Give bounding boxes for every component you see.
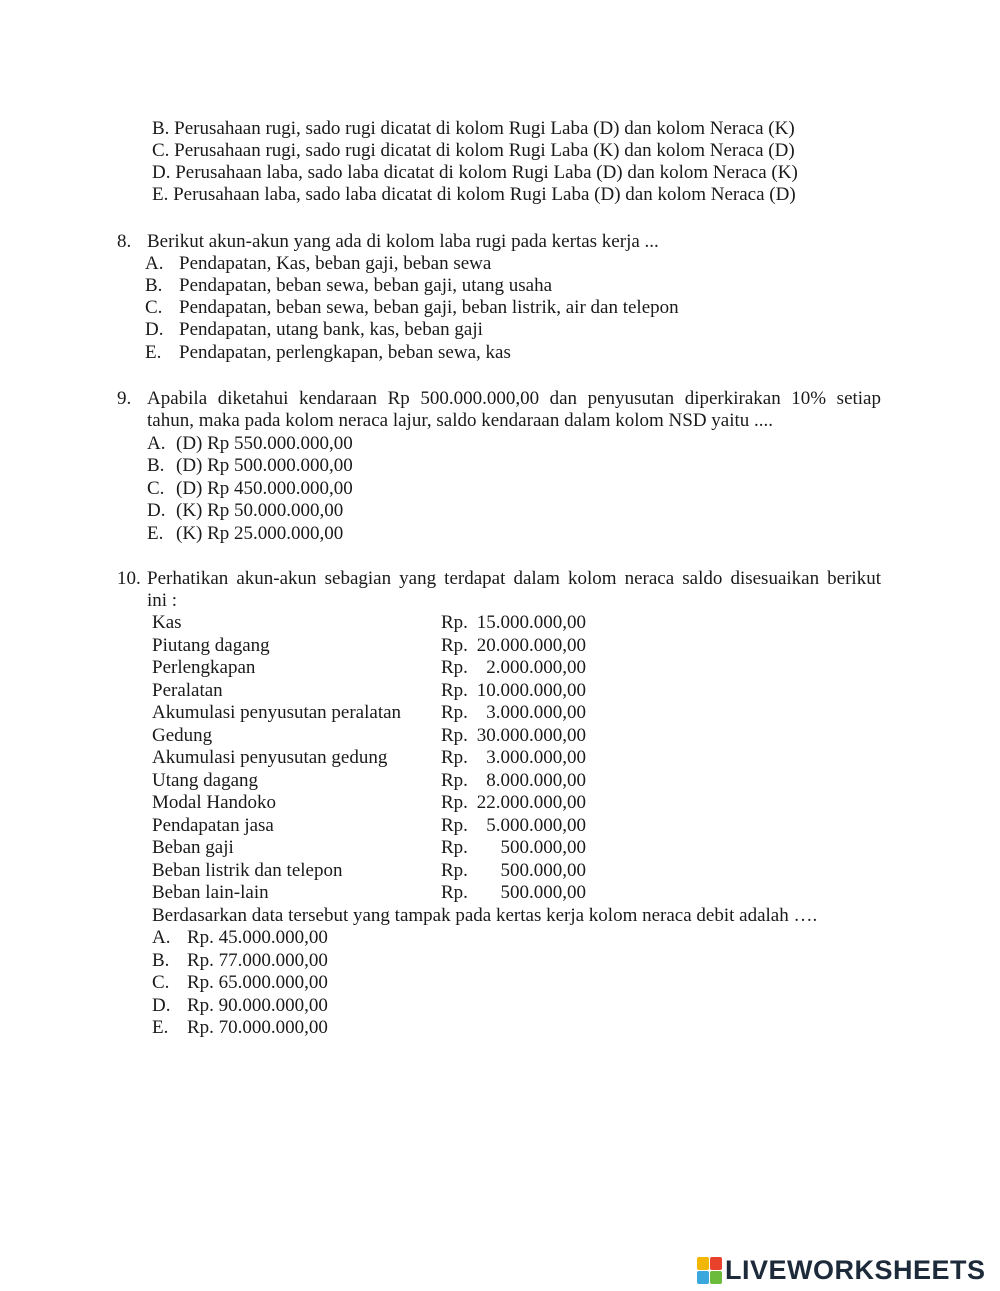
q10-option-a-text: Rp. 45.000.000,00 xyxy=(187,927,328,948)
q8-option-c-text: Pendapatan, beban sewa, beban gaji, beban listrik, air dan telepon xyxy=(179,297,679,318)
q10-option-c-text: Rp. 65.000.000,00 xyxy=(187,972,328,993)
q8-option-d-letter: D. xyxy=(145,319,164,340)
account-amount: 3.000.000,00 xyxy=(486,747,586,768)
account-name: Gedung xyxy=(152,725,213,746)
account-currency: Rp. xyxy=(441,680,468,701)
q9-option-c-letter: C. xyxy=(147,478,165,499)
account-amount: 20.000.000,00 xyxy=(476,635,586,656)
account-amount: 5.000.000,00 xyxy=(486,815,586,836)
q10-option-e-text: Rp. 70.000.000,00 xyxy=(187,1017,328,1038)
account-name: Akumulasi penyusutan gedung xyxy=(152,747,388,768)
account-name: Peralatan xyxy=(152,680,223,701)
account-name: Pendapatan jasa xyxy=(152,815,274,836)
q8-question: Berikut akun-akun yang ada di kolom laba rugi pada kertas kerja ... xyxy=(147,231,659,252)
q10-prompt: Berdasarkan data tersebut yang tampak pada kertas kerja kolom neraca debit adalah …. xyxy=(152,905,818,926)
account-amount: 10.000.000,00 xyxy=(476,680,586,701)
q8-option-b-text: Pendapatan, beban sewa, beban gaji, utang usaha xyxy=(179,275,553,296)
q9-question-line1: Apabila diketahui kendaraan Rp 500.000.000,00 dan penyusutan diperkirakan 10% setiap xyxy=(147,388,881,409)
account-name: Piutang dagang xyxy=(152,635,270,656)
q8-option-e-text: Pendapatan, perlengkapan, beban sewa, kas xyxy=(179,342,511,363)
account-name: Kas xyxy=(152,612,182,633)
q10-number: 10. xyxy=(117,568,141,589)
q10-question-line1: Perhatikan akun-akun sebagian yang terdapat dalam kolom neraca saldo disesuaikan berikut xyxy=(147,568,881,589)
account-amount: 500.000,00 xyxy=(500,860,586,881)
q8-option-a-letter: A. xyxy=(145,253,164,274)
q9-option-e-text: (K) Rp 25.000.000,00 xyxy=(176,523,344,544)
q8-option-a-text: Pendapatan, Kas, beban gaji, beban sewa xyxy=(179,253,492,274)
account-currency: Rp. xyxy=(441,860,468,881)
q9-option-a-text: (D) Rp 550.000.000,00 xyxy=(176,433,353,454)
account-name: Beban listrik dan telepon xyxy=(152,860,343,881)
account-amount: 500.000,00 xyxy=(500,882,586,903)
q10-option-d-letter: D. xyxy=(152,995,171,1016)
liveworksheets-logo[interactable] xyxy=(697,1255,986,1285)
q10-option-e-letter: E. xyxy=(152,1017,169,1038)
q8-option-e-letter: E. xyxy=(145,342,162,363)
q8-option-b-letter: B. xyxy=(145,275,163,296)
account-currency: Rp. xyxy=(441,770,468,791)
liveworksheets-logo-icon xyxy=(697,1257,721,1283)
q7-option-b: B. Perusahaan rugi, sado rugi dicatat di kolom Rugi Laba (D) dan kolom Neraca (K) xyxy=(152,118,795,139)
q9-option-e-letter: E. xyxy=(147,523,164,544)
q10-option-b-letter: B. xyxy=(152,950,170,971)
account-name: Beban lain-lain xyxy=(152,882,269,903)
account-currency: Rp. xyxy=(441,815,468,836)
account-amount: 3.000.000,00 xyxy=(486,702,586,723)
account-name: Modal Handoko xyxy=(152,792,277,813)
q10-option-a-letter: A. xyxy=(152,927,171,948)
account-currency: Rp. xyxy=(441,657,468,678)
q7-option-c: C. Perusahaan rugi, sado rugi dicatat di kolom Rugi Laba (K) dan kolom Neraca (D) xyxy=(152,140,795,161)
q7-option-d: D. Perusahaan laba, sado laba dicatat di kolom Rugi Laba (D) dan kolom Neraca (K) xyxy=(152,162,798,183)
q10-question-line2: ini : xyxy=(147,590,178,611)
q9-option-a-letter: A. xyxy=(147,433,166,454)
account-currency: Rp. xyxy=(441,747,468,768)
account-name: Perlengkapan xyxy=(152,657,256,678)
account-amount: 2.000.000,00 xyxy=(486,657,586,678)
q9-number: 9. xyxy=(117,388,132,409)
account-currency: Rp. xyxy=(441,792,468,813)
account-amount: 15.000.000,00 xyxy=(476,612,586,633)
account-currency: Rp. xyxy=(441,635,468,656)
q9-option-d-text: (K) Rp 50.000.000,00 xyxy=(176,500,344,521)
account-amount: 500.000,00 xyxy=(500,837,586,858)
q10-option-d-text: Rp. 90.000.000,00 xyxy=(187,995,328,1016)
q10-option-c-letter: C. xyxy=(152,972,170,993)
account-amount: 22.000.000,00 xyxy=(476,792,586,813)
q9-question-line2: tahun, maka pada kolom neraca lajur, saldo kendaraan dalam kolom NSD yaitu .... xyxy=(147,410,774,431)
account-currency: Rp. xyxy=(441,725,468,746)
account-name: Utang dagang xyxy=(152,770,259,791)
q10-option-b-text: Rp. 77.000.000,00 xyxy=(187,950,328,971)
q8-number: 8. xyxy=(117,231,132,252)
account-currency: Rp. xyxy=(441,882,468,903)
account-name: Akumulasi penyusutan peralatan xyxy=(152,702,402,723)
q8-option-c-letter: C. xyxy=(145,297,163,318)
account-amount: 30.000.000,00 xyxy=(476,725,586,746)
account-currency: Rp. xyxy=(441,837,468,858)
q9-option-d-letter: D. xyxy=(147,500,166,521)
account-currency: Rp. xyxy=(441,702,468,723)
account-currency: Rp. xyxy=(441,612,468,633)
account-amount: 8.000.000,00 xyxy=(486,770,586,791)
q7-option-e: E. Perusahaan laba, sado laba dicatat di kolom Rugi Laba (D) dan kolom Neraca (D) xyxy=(152,184,796,205)
q9-option-b-text: (D) Rp 500.000.000,00 xyxy=(176,455,353,476)
liveworksheets-logo-text: LIVEWORKSHEETS xyxy=(725,1254,986,1285)
q8-option-d-text: Pendapatan, utang bank, kas, beban gaji xyxy=(179,319,483,340)
q9-option-b-letter: B. xyxy=(147,455,165,476)
q9-option-c-text: (D) Rp 450.000.000,00 xyxy=(176,478,353,499)
account-name: Beban gaji xyxy=(152,837,234,858)
